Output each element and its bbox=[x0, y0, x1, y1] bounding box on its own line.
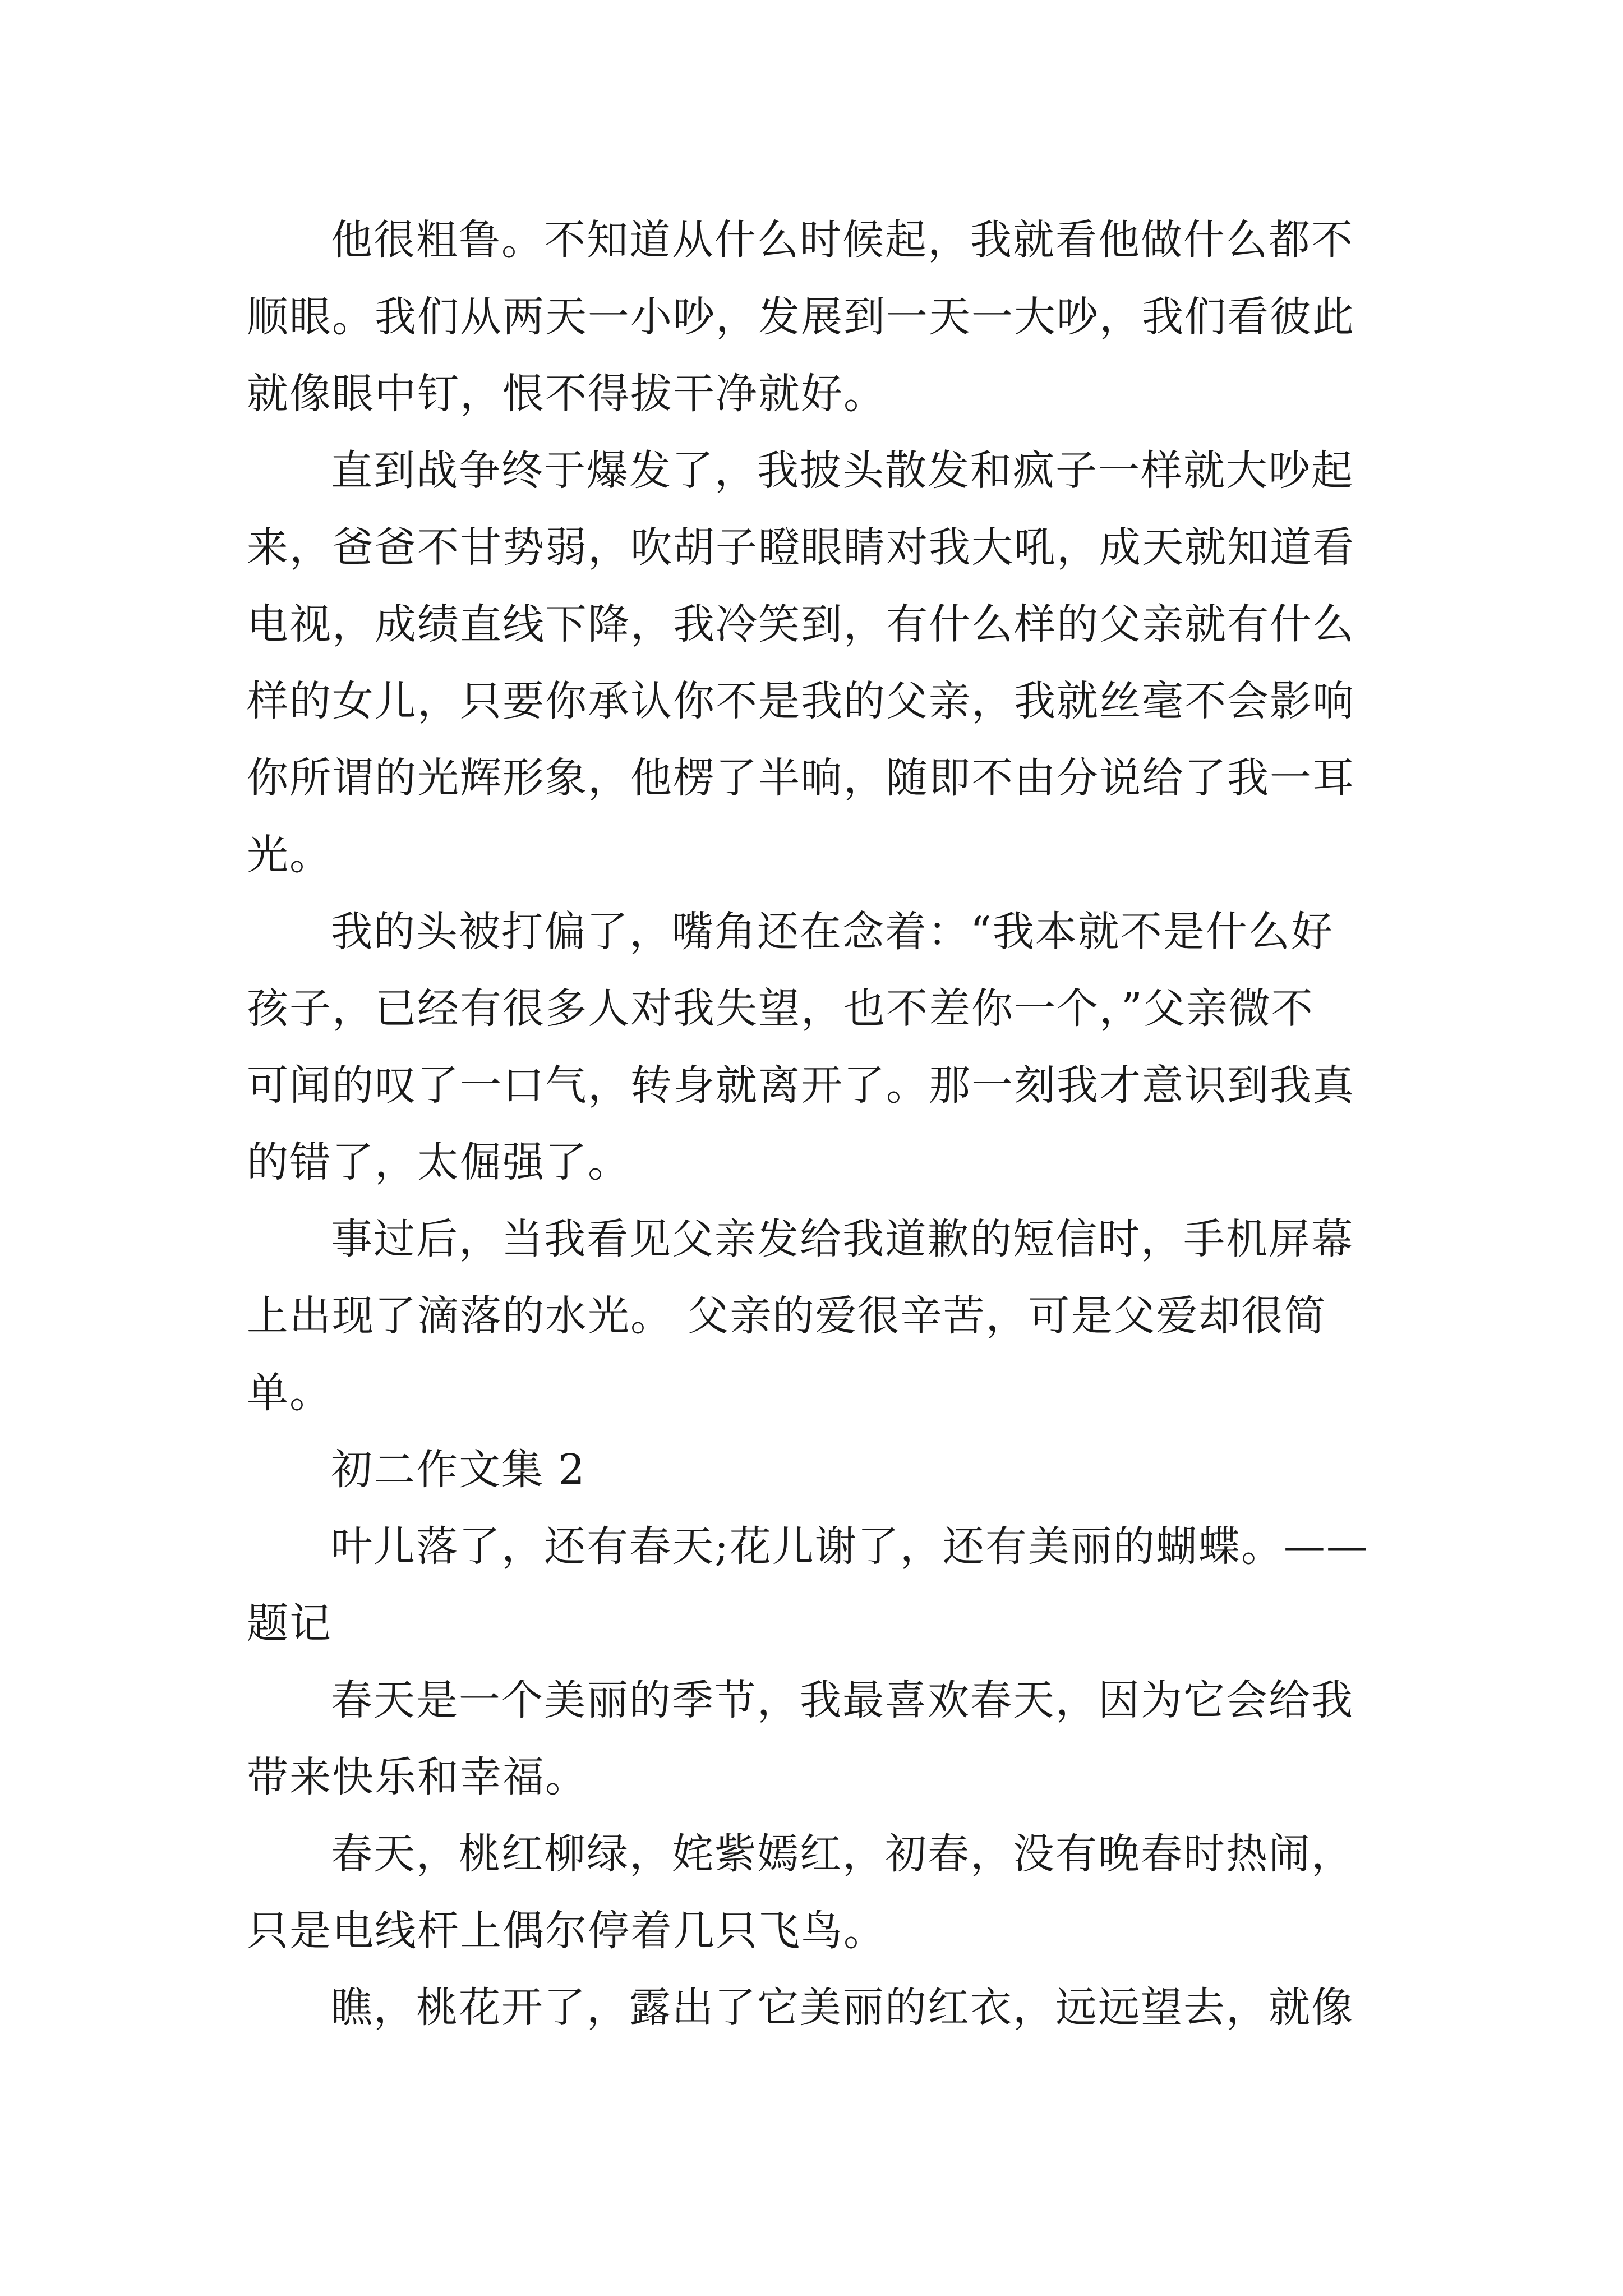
text-line: 的错了，太倔强了。 bbox=[247, 1138, 630, 1186]
text-line: 单。 bbox=[247, 1369, 332, 1417]
text-line: 来，爸爸不甘势弱，吹胡子瞪眼睛对我大吼，成天就知道看 bbox=[247, 523, 1355, 572]
text-line: 我的头被打偏了，嘴角还在念着：“我本就不是什么好 bbox=[331, 908, 1334, 956]
text-line: 他很粗鲁。不知道从什么时候起，我就看他做什么都不 bbox=[331, 216, 1354, 264]
text-line: 瞧，桃花开了，露出了它美丽的红衣，远远望去，就像 bbox=[331, 1984, 1354, 2032]
paragraph-7 bbox=[247, 1970, 1385, 2046]
section-heading bbox=[247, 1432, 1385, 1508]
paragraph-1 bbox=[247, 202, 1385, 432]
paragraph-6 bbox=[247, 1816, 1385, 1970]
text-line: 春天是一个美丽的季节，我最喜欢春天，因为它会给我 bbox=[331, 1676, 1354, 1724]
text-line: 你所谓的光辉形象，他楞了半晌，随即不由分说给了我一耳 bbox=[247, 754, 1355, 802]
text-line: 上出现了滴落的水光。 父亲的爱很辛苦，可是父爱却很简 bbox=[247, 1292, 1327, 1340]
text-line: 题记 bbox=[247, 1599, 332, 1648]
text-line: 顺眼。我们从两天一小吵，发展到一天一大吵，我们看彼此 bbox=[247, 293, 1355, 341]
text-line: 电视，成绩直线下降，我冷笑到，有什么样的父亲就有什么 bbox=[247, 600, 1355, 648]
text-line: 叶儿落了，还有春天;花儿谢了，还有美丽的蝴蝶。—— bbox=[331, 1522, 1369, 1571]
text-line: 光。 bbox=[247, 831, 332, 879]
text-line: 就像眼中钉，恨不得拔干净就好。 bbox=[247, 370, 886, 418]
text-line: 直到战争终于爆发了，我披头散发和疯子一样就大吵起 bbox=[331, 447, 1354, 495]
paragraph-3 bbox=[247, 894, 1385, 1201]
heading-line: 初二作文集 2 bbox=[331, 1446, 586, 1494]
paragraph-4 bbox=[247, 1201, 1385, 1432]
paragraph-2 bbox=[247, 432, 1385, 894]
text-line: 带来快乐和幸福。 bbox=[247, 1753, 588, 1801]
epigraph bbox=[247, 1508, 1385, 1662]
text-line: 春天，桃红柳绿，姹紫嫣红，初春，没有晚春时热闹， bbox=[331, 1830, 1354, 1878]
text-line: 只是电线杆上偶尔停着几只飞鸟。 bbox=[247, 1907, 886, 1955]
text-line: 事过后，当我看见父亲发给我道歉的短信时，手机屏幕 bbox=[331, 1215, 1354, 1263]
text-line: 样的女儿，只要你承认你不是我的父亲，我就丝毫不会影响 bbox=[247, 677, 1355, 725]
document-body bbox=[247, 202, 1385, 2046]
text-line: 孩子，已经有很多人对我失望，也不差你一个，”父亲微不 bbox=[247, 984, 1314, 1033]
text-line: 可闻的叹了一口气，转身就离开了。那一刻我才意识到我真 bbox=[247, 1061, 1355, 1110]
paragraph-5 bbox=[247, 1662, 1385, 1816]
